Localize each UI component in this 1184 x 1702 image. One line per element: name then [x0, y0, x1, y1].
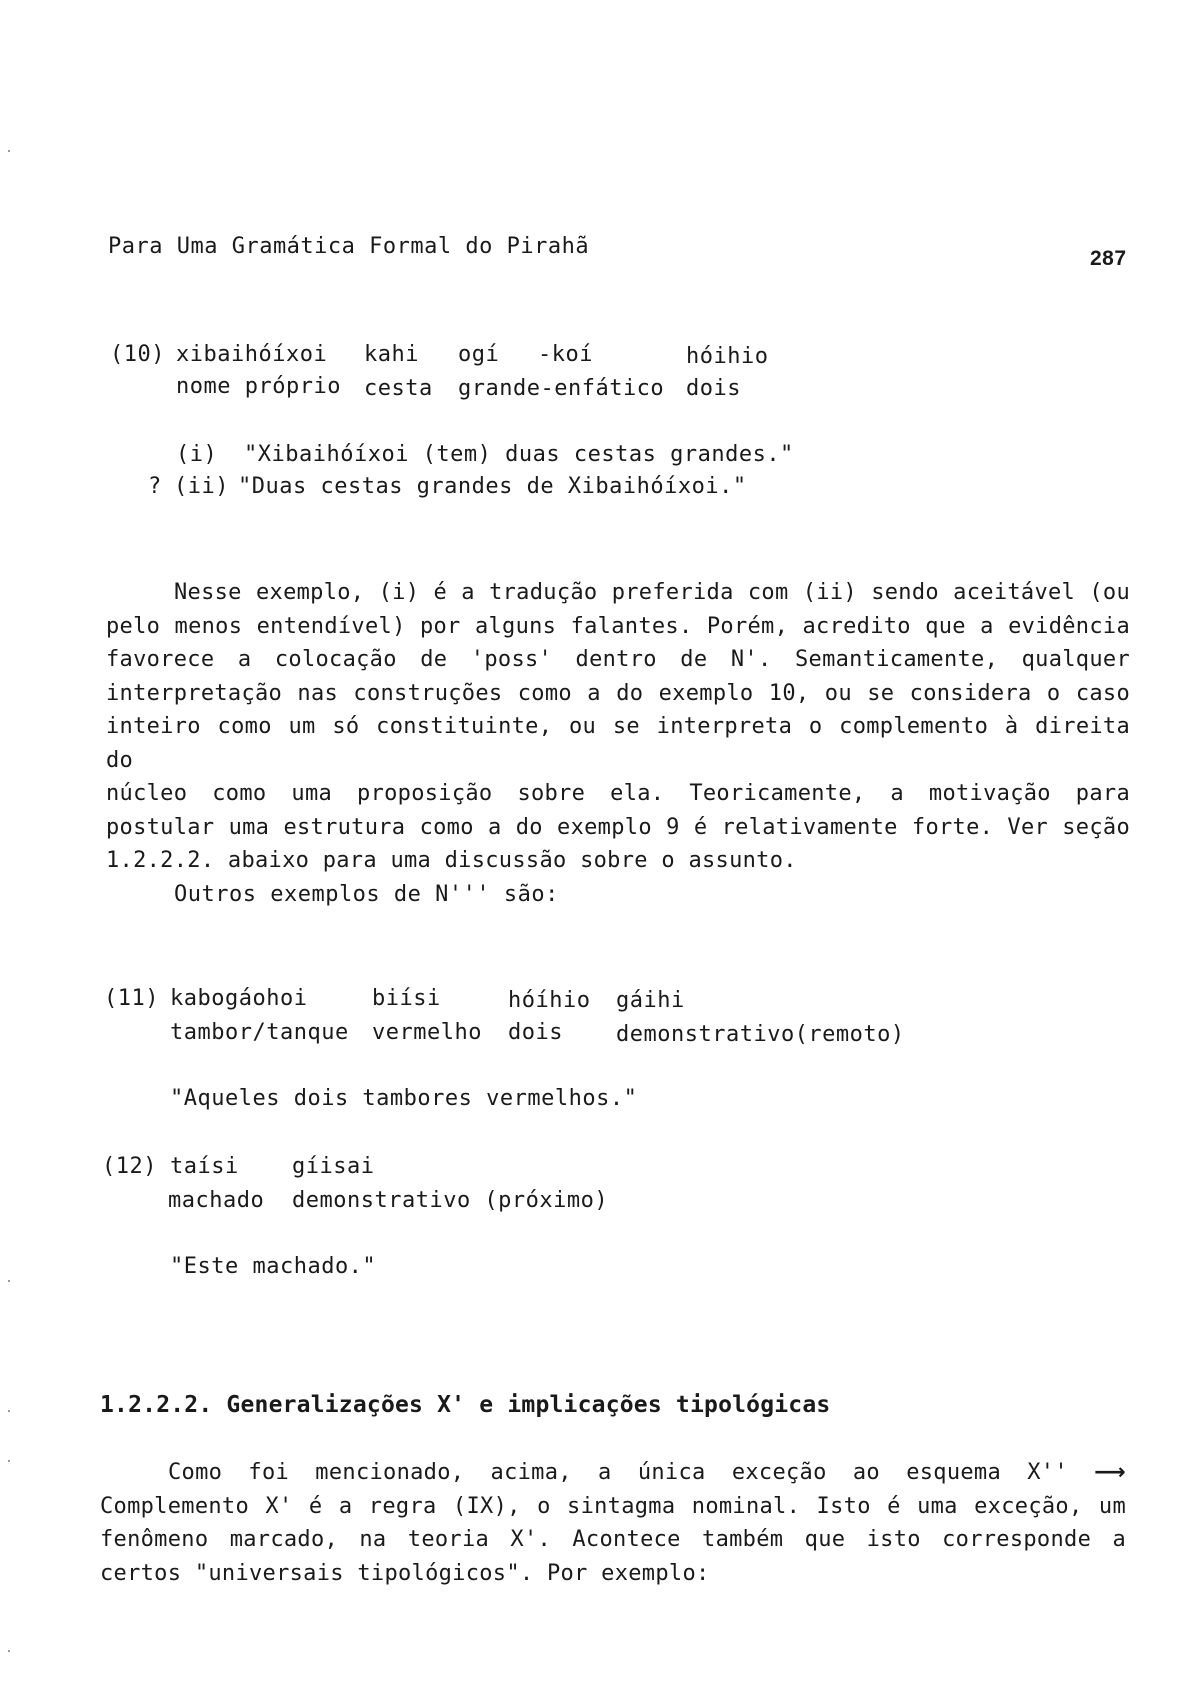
paragraph-line: favorece a colocação de 'poss' dentro de N'. Semanticamente, qualquer [106, 647, 1130, 672]
paragraph-first-line [100, 1456, 1126, 1490]
morpheme: gáihi [616, 988, 685, 1013]
example-number: (10) [110, 342, 165, 367]
scan-speck [8, 1280, 10, 1282]
scan-speck [8, 1650, 10, 1652]
paragraph-line: fenômeno marcado, na teoria X'. Acontece também que isto corresponde a [100, 1527, 1126, 1552]
paragraph-line: certos "universais tipológicos". Por exemplo: [100, 1560, 710, 1586]
running-header-title: Para Uma Gramática Formal do Pirahã [108, 234, 590, 259]
paragraph-line: interpretação nas construções como a do exemplo 10, ou se considera o caso [106, 680, 1130, 706]
morpheme: ogí [458, 342, 500, 367]
gloss-word: machado [168, 1188, 265, 1213]
gloss-word: cesta [364, 376, 433, 401]
example-number: (11) [104, 986, 159, 1011]
translation-label: (i) [176, 442, 218, 467]
page-number: 287 [1090, 247, 1127, 270]
scan-speck [8, 150, 10, 152]
morpheme: hóíhio [508, 988, 591, 1013]
arrow-icon: ⟶ [1094, 1460, 1126, 1485]
morpheme: xibaihóíxoi [176, 342, 328, 367]
gloss-word: dois [508, 1020, 563, 1045]
gloss-word: dois [686, 376, 741, 401]
paragraph-line: postular uma estrutura como a do exemplo 9 é relativamente forte. Ver seção [106, 814, 1130, 840]
gloss-word: vermelho [372, 1020, 482, 1045]
morpheme: gíisai [292, 1154, 375, 1179]
example-number: (12) [102, 1154, 157, 1179]
morpheme: -koí [538, 342, 593, 367]
translation: "Aqueles dois tambores vermelhos." [170, 1086, 638, 1111]
translation-label: (ii) [174, 474, 229, 499]
scan-speck [8, 1460, 10, 1462]
translation: "Xibaihóíxoi (tem) duas cestas grandes." [244, 442, 794, 467]
paragraph-line: 1.2.2.2. abaixo para uma discussão sobre o assunto. [106, 848, 797, 873]
translation: "Este machado." [170, 1254, 377, 1279]
section-paragraph [100, 1456, 1126, 1590]
morpheme: taísi [170, 1154, 239, 1179]
acceptability-mark: ? [148, 474, 162, 499]
paragraph-line: Nesse exemplo, (i) é a tradução preferida com (ii) sendo aceitável (ou [174, 580, 1130, 605]
paragraph-line: inteiro como um só constituinte, ou se interpreta o complemento à direita do [106, 714, 1130, 773]
gloss-word: demonstrativo(remoto) [616, 1022, 905, 1047]
section-heading: 1.2.2.2. Generalizações X' e implicações tipológicas [100, 1392, 831, 1418]
morpheme: kahi [364, 342, 419, 367]
gloss-word: demonstrativo (próximo) [292, 1188, 609, 1213]
body-line: Outros exemplos de N''' são: [174, 882, 559, 907]
morpheme: biísi [372, 986, 441, 1011]
paragraph-line: Complemento X' é a regra (IX), o sintagma nominal. Isto é uma exceção, um [100, 1493, 1126, 1519]
paragraph-line-text: Como foi mencionado, acima, a única exceção ao esquema X'' [168, 1460, 1068, 1485]
gloss-word: nome próprio [176, 374, 341, 399]
translation: "Duas cestas grandes de Xibaihóíxoi." [238, 474, 747, 499]
scan-speck [8, 1410, 10, 1412]
gloss-word: tambor/tanque [170, 1020, 349, 1045]
body-paragraph [106, 576, 1130, 878]
paragraph-line: núcleo como uma proposição sobre ela. Teoricamente, a motivação para [106, 781, 1130, 806]
gloss-word: grande-enfático [458, 376, 665, 401]
morpheme: hóihio [686, 344, 769, 369]
morpheme: kabogáohoi [170, 986, 308, 1011]
paragraph-line: pelo menos entendível) por alguns falantes. Porém, acredito que a evidência [106, 613, 1130, 639]
